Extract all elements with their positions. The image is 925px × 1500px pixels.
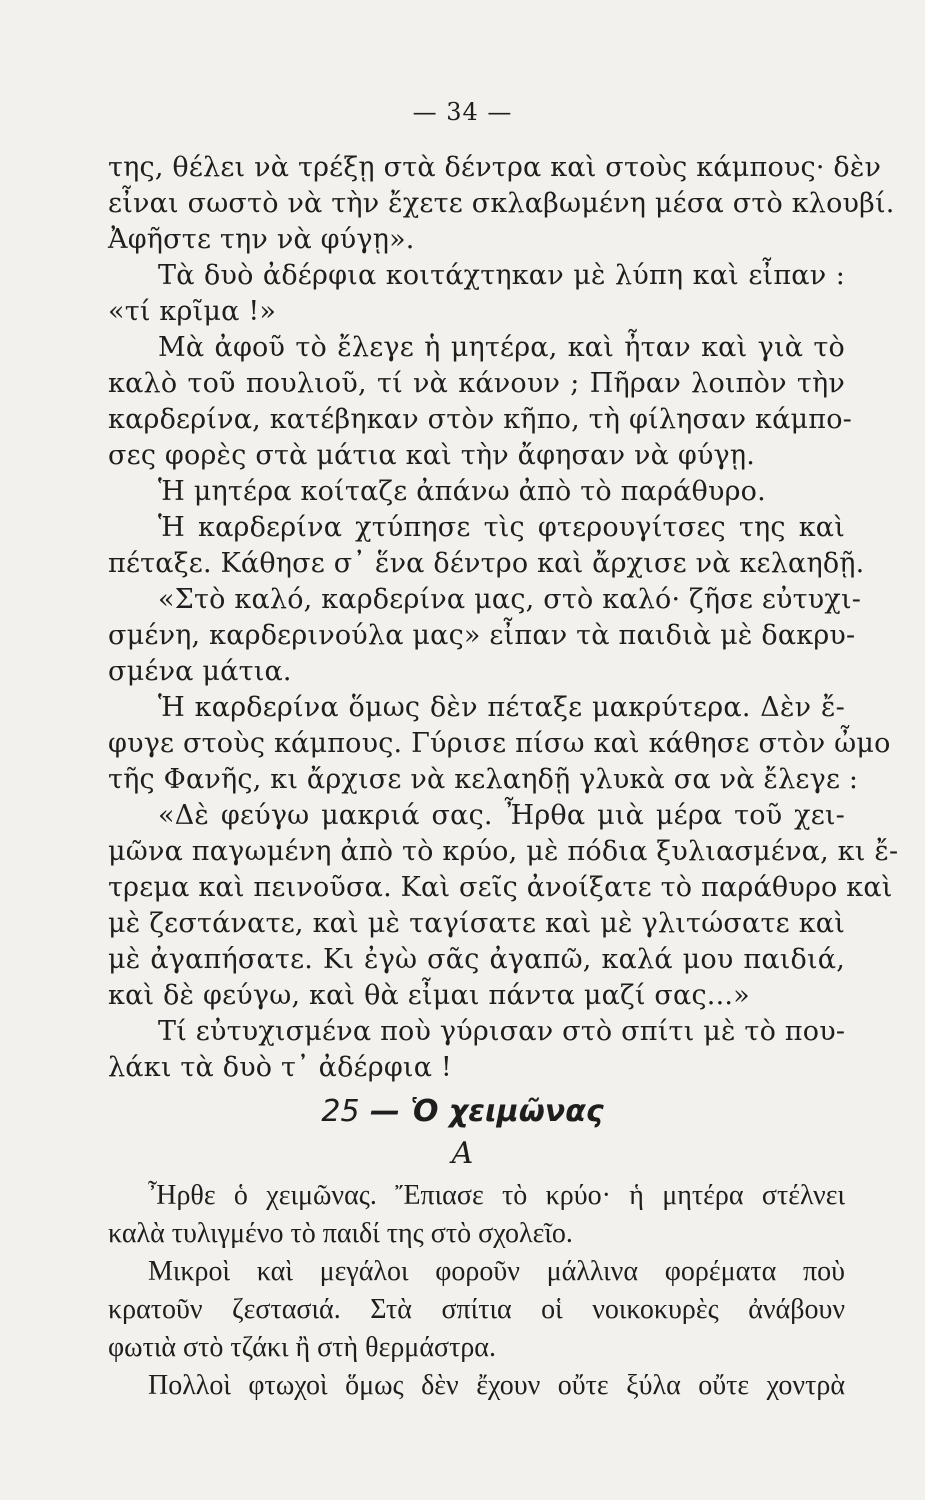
text-line: καλὰ τυλιγμένο τὸ παιδί της στὸ σχολεῖο. (108, 1218, 573, 1249)
chapter-title: Ὁ χειμῶνας (410, 1094, 604, 1129)
text-line: καὶ δὲ φεύγω, καὶ θὰ εἶμαι πάντα μαζί σας...» (108, 980, 750, 1011)
text-line: μὲ ἀγαπήσατε. Κι ἐγὼ σᾶς ἀγαπῶ, καλά μου παιδιά, (108, 944, 845, 975)
text-line: μὲ ζεστάνατε, καὶ μὲ ταγίσατε καὶ μὲ γλιτώσατε καὶ (108, 908, 845, 939)
text-line: της, θέλει νὰ τρέξῃ στὰ δέντρα καὶ στοὺς κάμπους· δὲν (108, 152, 882, 183)
text-line: τῆς Φανῆς, κι ἄρχισε νὰ κελαηδῇ γλυκὰ σα νὰ ἔλεγε : (108, 764, 859, 795)
text-line: σμένη, καρδερινούλα μας» εἶπαν τὰ παιδιὰ μὲ δακρυ- (108, 620, 856, 651)
text-line: καλὸ τοῦ πουλιοῦ, τί νὰ κάνουν ; Πῆραν λοιπὸν τὴν (108, 368, 845, 399)
text-line: φωτιὰ στὸ τζάκι ἢ στὴ θερμάστρα. (108, 1332, 496, 1363)
text-line: εἶναι σωστὸ νὰ τὴν ἔχετε σκλαβωμένη μέσα στὸ κλουβί. (108, 188, 895, 219)
text-line: καρδερίνα, κατέβηκαν στὸν κῆπο, τὴ φίλησαν κάμπο- (108, 404, 852, 435)
text-line: Μικροὶ καὶ μεγάλοι φοροῦν μάλλινα φορέματα ποὺ (148, 1256, 845, 1287)
text-line: σες φορὲς στὰ μάτια καὶ τὴν ἄφησαν νὰ φύγῃ. (108, 440, 756, 471)
text-line: κρατοῦν ζεστασιά. Στὰ σπίτια οἱ νοικοκυρὲς ἀνάβουν (108, 1294, 845, 1325)
text-line: Μὰ ἀφοῦ τὸ ἔλεγε ἡ μητέρα, καὶ ἦταν καὶ γιὰ τὸ (158, 332, 845, 363)
text-line: Ἡ καρδερίνα χτύπησε τὶς φτερουγίτσες της καὶ (158, 512, 845, 543)
chapter-number: 25 (321, 1094, 360, 1129)
chapter-heading (0, 1094, 925, 1129)
text-line: «Δὲ φεύγω μακριά σας. Ἦρθα μιὰ μέρα τοῦ χει- (158, 800, 845, 831)
text-line: «τί κρῖμα !» (108, 296, 277, 327)
text-line: τρεμα καὶ πεινοῦσα. Καὶ σεῖς ἀνοίξατε τὸ παράθυρο καὶ (108, 872, 893, 903)
text-line: πέταξε. Κάθησε σ᾽ ἕνα δέντρο καὶ ἄρχισε νὰ κελαηδῇ. (108, 548, 865, 579)
text-line: Ἦρθε ὁ χειμῶνας. Ἔπιασε τὸ κρύο· ἡ μητέρα στέλνει (148, 1180, 845, 1211)
chapter-dash: — (370, 1094, 401, 1129)
text-line: Ἡ καρδερίνα ὅμως δὲν πέταξε μακρύτερα. Δὲν ἔ- (158, 692, 845, 723)
page-number: — 34 — (412, 98, 513, 126)
text-line: μῶνα παγωμένη ἀπὸ τὸ κρύο, μὲ πόδια ξυλιασμένα, κι ἔ- (108, 836, 899, 867)
text-line: λάκι τὰ δυὸ τ᾽ ἀδέρφια ! (108, 1052, 452, 1083)
text-line: Ἀφῆστε την νὰ φύγῃ». (108, 224, 415, 255)
text-line: Τὰ δυὸ ἀδέρφια κοιτάχτηκαν μὲ λύπη καὶ εἶπαν : (158, 260, 845, 291)
text-line: Ἡ μητέρα κοίταζε ἀπάνω ἀπὸ τὸ παράθυρο. (158, 476, 766, 507)
text-line: φυγε στοὺς κάμπους. Γύρισε πίσω καὶ κάθησε στὸν ὦμο (108, 728, 891, 759)
text-line: Τί εὐτυχισμένα ποὺ γύρισαν στὸ σπίτι μὲ τὸ που- (158, 1016, 846, 1047)
text-line: Πολλοὶ φτωχοὶ ὅμως δὲν ἔχουν οὔτε ξύλα οὔτε χοντρὰ (148, 1370, 845, 1401)
text-line: «Στὸ καλό, καρδερίνα μας, στὸ καλό· ζῆσε εὐτυχι- (158, 584, 862, 615)
section-letter: Α (451, 1136, 474, 1171)
text-line: σμένα μάτια. (108, 656, 292, 687)
